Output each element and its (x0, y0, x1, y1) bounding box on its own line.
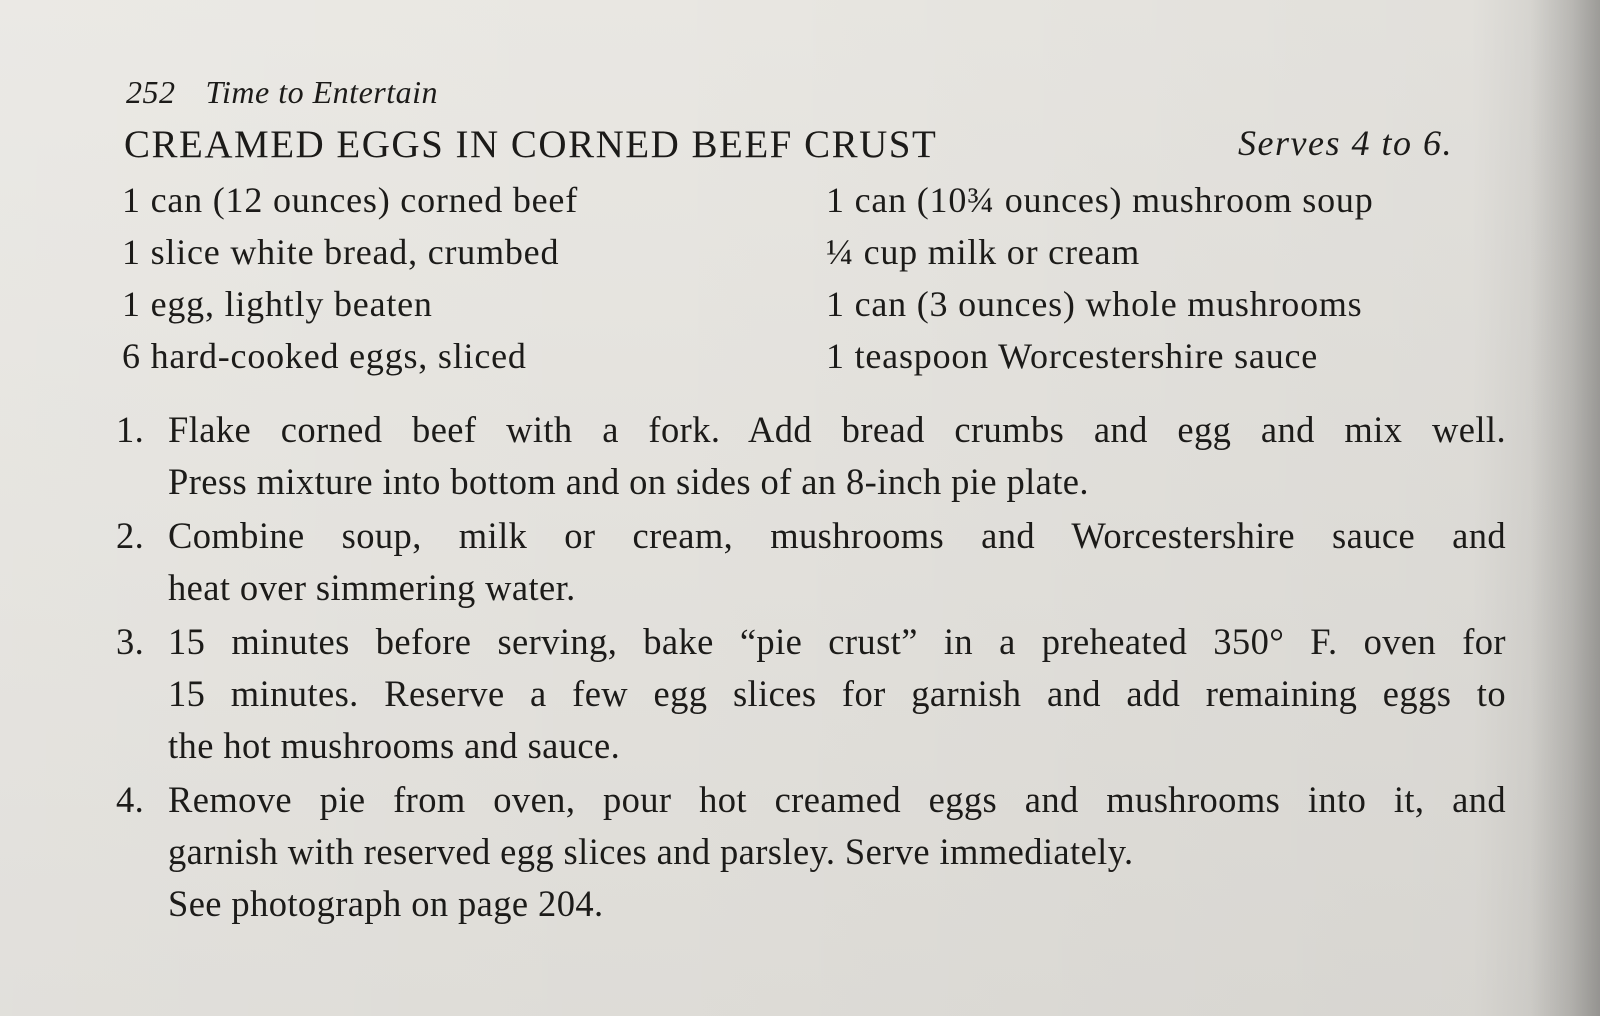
ingredient-item: 1 can (3 ounces) whole mushrooms (826, 284, 1363, 324)
ingredients-left-column (122, 174, 578, 382)
ingredient-item: 1 can (10¾ ounces) mushroom soup (826, 180, 1374, 220)
ingredients-right-column (826, 174, 1374, 382)
step-2 (116, 510, 1506, 614)
step-text-line: Remove pie from oven, pour hot creamed eggs and mushrooms into it, and (168, 779, 1506, 820)
step-text-line: Combine soup, milk or cream, mushrooms and Worcestershire sauce and (168, 515, 1506, 556)
ingredient-item: 6 hard-cooked eggs, sliced (122, 336, 527, 376)
step-number: 3. (116, 621, 145, 662)
running-head (126, 74, 438, 111)
step-1 (116, 404, 1506, 508)
step-text-line: heat over simmering water. (168, 567, 576, 608)
step-number: 4. (116, 779, 145, 820)
book-title: Time to Entertain (205, 74, 438, 110)
step-text-line: 15 minutes. Reserve a few egg slices for garnish and add remaining eggs to (168, 673, 1506, 714)
recipe-title: CREAMED EGGS IN CORNED BEEF CRUST (124, 123, 938, 166)
photo-reference: See photograph on page 204. (168, 883, 604, 924)
step-4 (116, 774, 1506, 930)
step-number: 2. (116, 515, 145, 556)
step-3 (116, 616, 1506, 772)
servings-note: Serves 4 to 6. (1238, 123, 1453, 163)
ingredient-item: 1 slice white bread, crumbed (122, 232, 560, 272)
ingredient-item: 1 can (12 ounces) corned beef (122, 180, 578, 220)
recipe-steps (116, 404, 1506, 932)
ingredient-item: 1 egg, lightly beaten (122, 284, 433, 324)
step-text-line: garnish with reserved egg slices and parsley. Serve immediately. (168, 831, 1134, 872)
step-text-line: Press mixture into bottom and on sides of an 8-inch pie plate. (168, 461, 1089, 502)
step-text-line: the hot mushrooms and sauce. (168, 725, 621, 766)
step-number: 1. (116, 409, 145, 450)
page-number: 252 (126, 74, 176, 110)
step-text-line: Flake corned beef with a fork. Add bread crumbs and egg and mix well. (168, 409, 1506, 450)
ingredient-item: 1 teaspoon Worcestershire sauce (826, 336, 1319, 376)
ingredient-item: ¼ cup milk or cream (826, 232, 1141, 272)
binding-shadow (1530, 0, 1600, 1016)
step-text-line: 15 minutes before serving, bake “pie crust” in a preheated 350° F. oven for (168, 621, 1506, 662)
